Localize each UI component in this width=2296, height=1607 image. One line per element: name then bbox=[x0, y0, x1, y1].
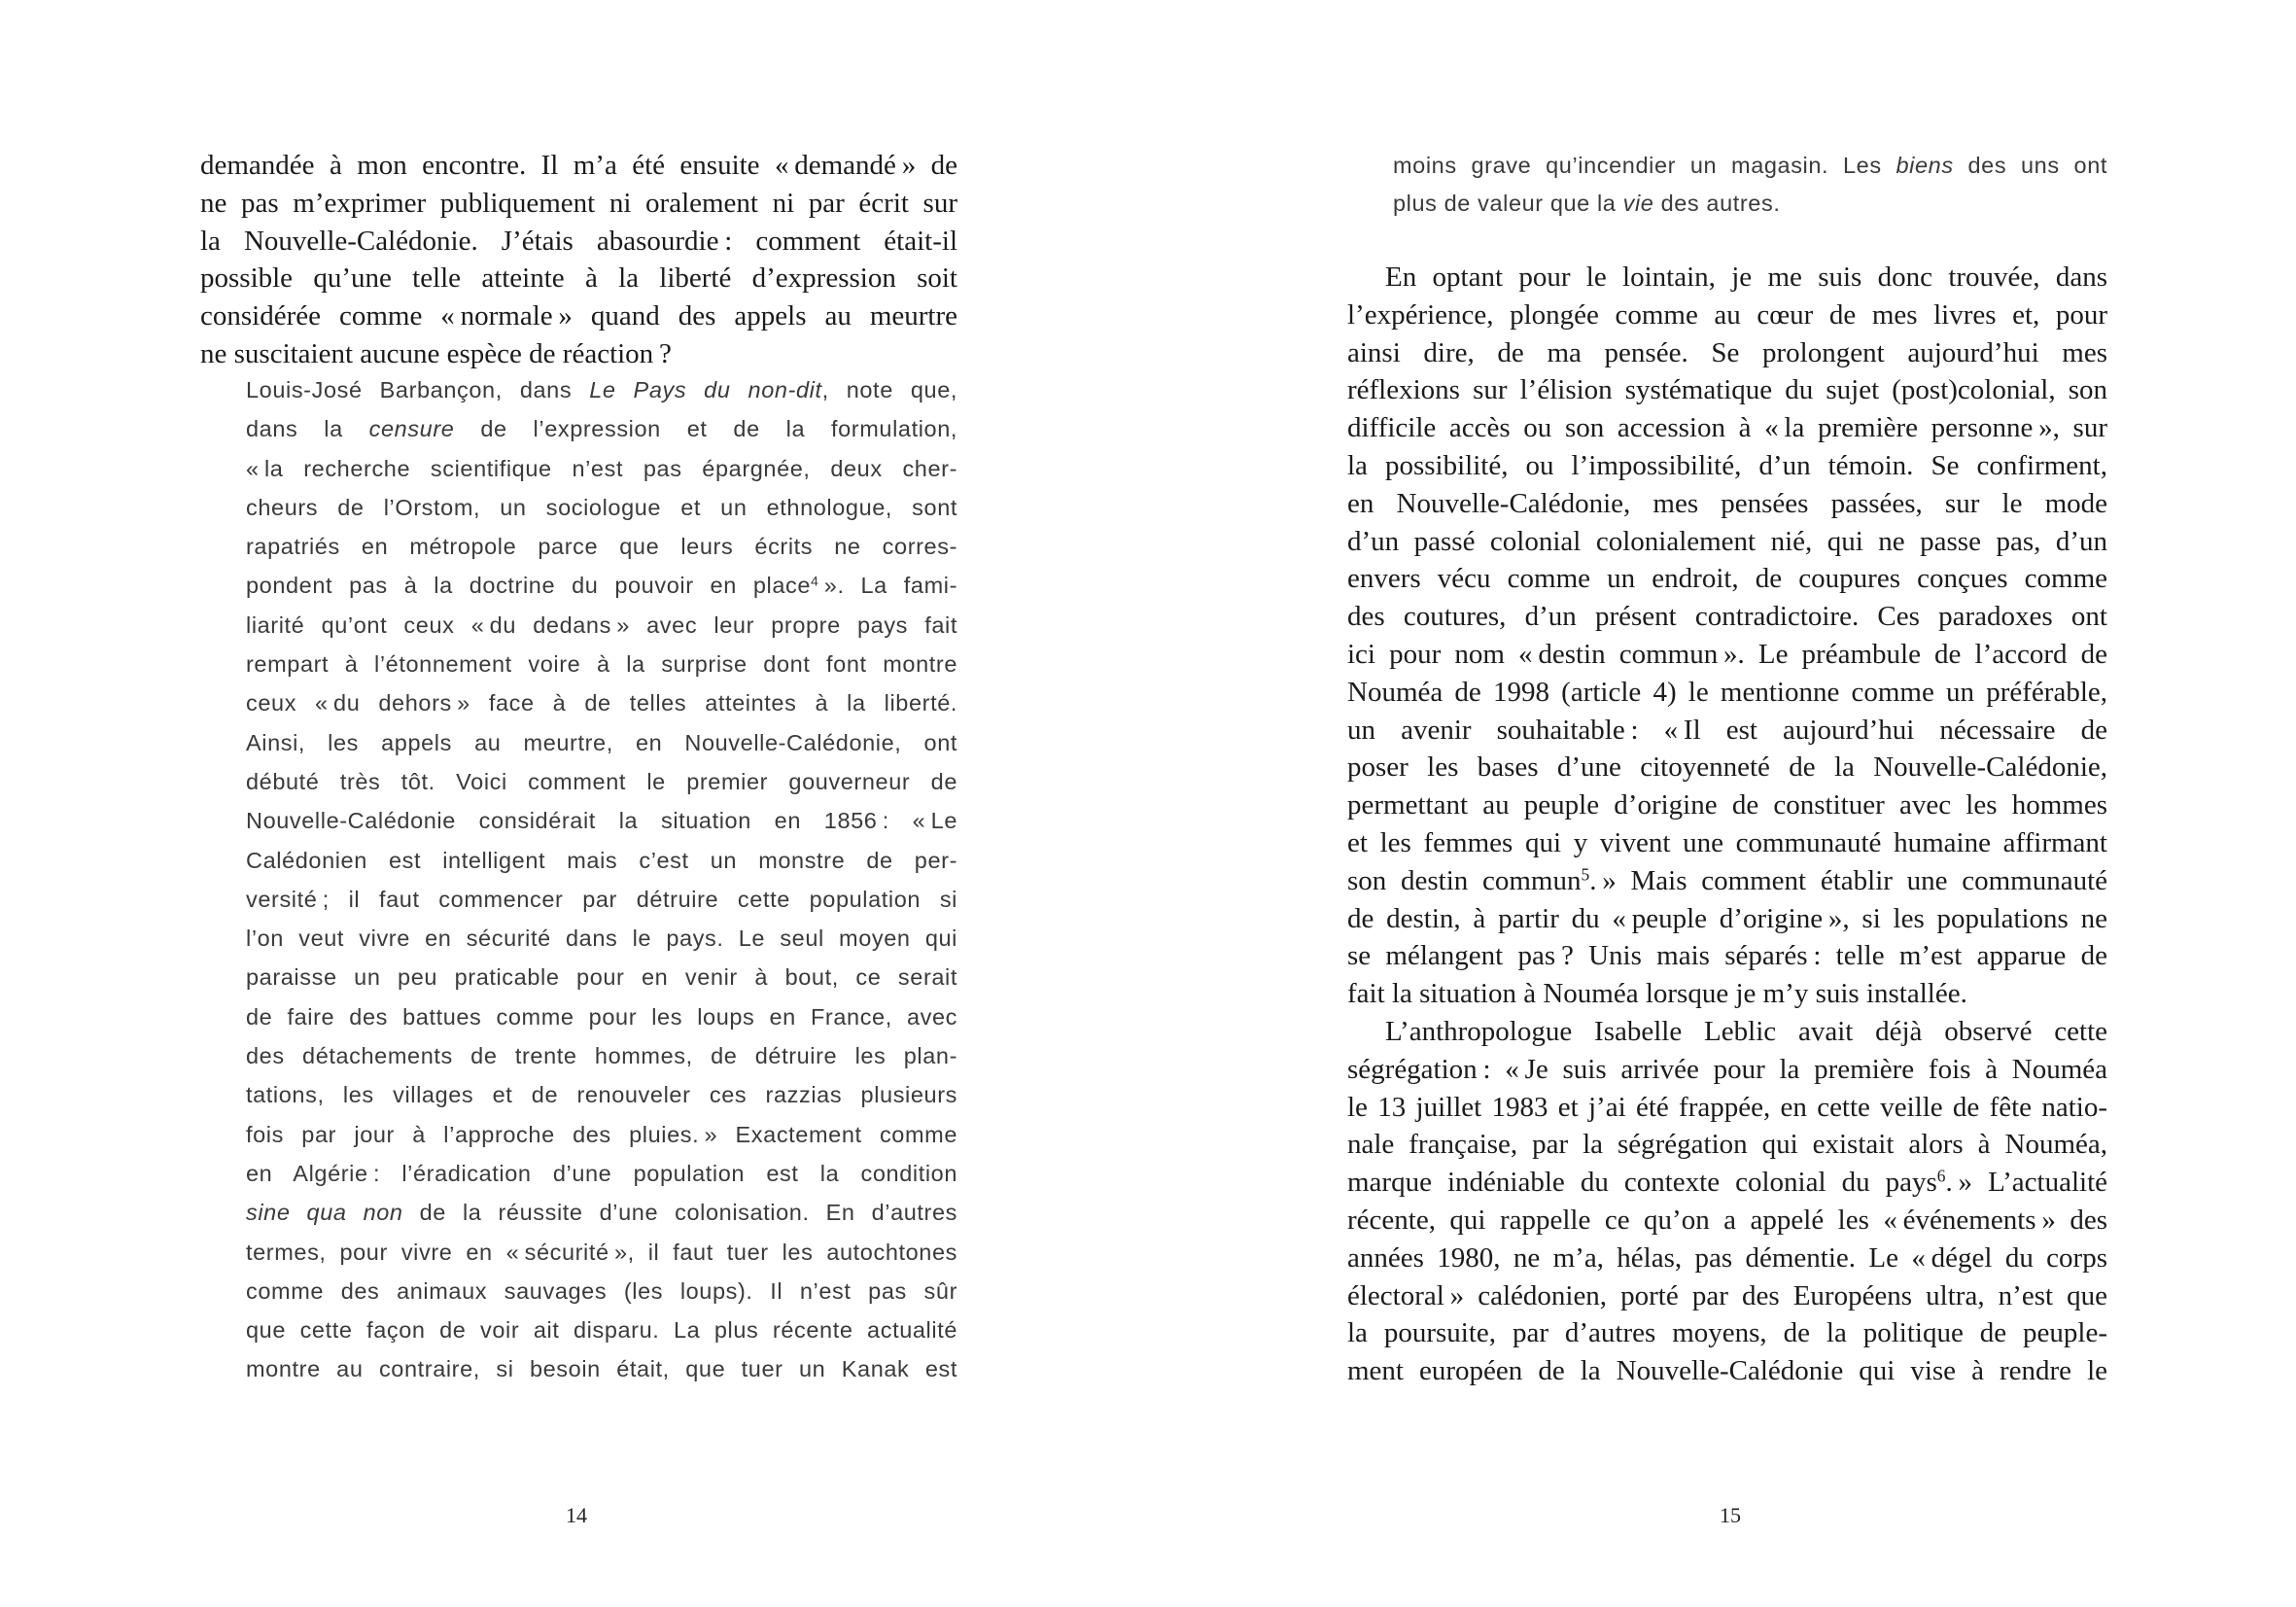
text-line bbox=[246, 997, 957, 1036]
text-line bbox=[246, 1233, 957, 1272]
text-segment: que cette façon de voir ait disparu. La plus récente actualité bbox=[246, 1317, 957, 1344]
line-content bbox=[1347, 1277, 2107, 1315]
text-line bbox=[246, 1272, 957, 1310]
line-content bbox=[1347, 862, 2107, 900]
text-line bbox=[1347, 485, 2107, 523]
text-line bbox=[246, 958, 957, 996]
text-segment: des coutures, d’un présent contradictoire. Ces paradoxes ont bbox=[1347, 601, 2107, 633]
text-line bbox=[1347, 786, 2107, 824]
line-content bbox=[246, 723, 957, 762]
line-content bbox=[1393, 147, 2107, 185]
line-content bbox=[246, 409, 957, 448]
text-line bbox=[246, 488, 957, 527]
text-segment: son destin commun bbox=[1347, 864, 1582, 896]
text-segment: envers vécu comme un endroit, de coupures conçues comme bbox=[1347, 563, 2107, 595]
right-page bbox=[1148, 0, 2296, 1607]
text-segment: pondent pas à la doctrine du pouvoir en place bbox=[246, 573, 812, 599]
line-content bbox=[246, 1154, 957, 1193]
line-content bbox=[200, 335, 672, 373]
text-segment: fait la situation à Nouméa lorsque je m’y suis installée. bbox=[1347, 978, 1967, 1010]
text-line bbox=[1347, 1240, 2107, 1277]
line-content bbox=[200, 223, 957, 261]
text-line bbox=[1347, 1089, 2107, 1127]
text-segment: l’expérience, plongée comme au cœur de mes livres et, pour bbox=[1347, 298, 2107, 331]
text-segment: fois par jour à l’approche des pluies. » Exactement comme bbox=[246, 1121, 957, 1147]
line-content bbox=[246, 449, 957, 488]
text-line bbox=[246, 723, 957, 762]
text-segment: rapatriés en métropole parce que leurs écrits ne corres- bbox=[246, 534, 957, 560]
text-segment: possible qu’une telle atteinte à la liberté d’expression soit bbox=[200, 262, 957, 295]
text-segment: dans la bbox=[246, 416, 369, 442]
text-line bbox=[246, 527, 957, 566]
text-segment: Nouméa de 1998 (article 4) le mentionne comme un préférable, bbox=[1347, 676, 2107, 708]
text-line bbox=[1347, 560, 2107, 598]
line-content bbox=[200, 147, 957, 185]
text-line bbox=[246, 370, 957, 409]
block-quote bbox=[246, 370, 957, 1389]
line-content bbox=[1347, 447, 2107, 485]
text-segment: de la réussite d’une colonisation. En d’autres bbox=[402, 1200, 957, 1226]
text-segment: difficile accès ou son accession à « la première personne », sur bbox=[1347, 412, 2107, 444]
text-line bbox=[1347, 1051, 2107, 1089]
text-segment: le 13 juillet 1983 et j’ai été frappée, en cette veille de fête natio- bbox=[1347, 1091, 2107, 1123]
text-segment: En optant pour le lointain, je me suis donc trouvée, dans bbox=[1385, 262, 2107, 293]
text-line bbox=[246, 606, 957, 645]
text-segment: des uns ont bbox=[1953, 153, 2107, 178]
text-segment: l’on veut vivre en sécurité dans le pays. Le seul moyen qui bbox=[246, 926, 957, 952]
text-segment: récente, qui rappelle ce qu’on a appelé les « événements » des bbox=[1347, 1204, 2107, 1236]
text-segment: L’anthropologue Isabelle Leblic avait déjà observé cette bbox=[1385, 1015, 2107, 1047]
text-segment: liarité qu’ont ceux « du dedans » avec leur propre pays fait bbox=[246, 611, 957, 638]
text-segment: , note que, bbox=[821, 377, 957, 402]
line-content bbox=[246, 566, 957, 605]
text-segment: Calédonien est intelligent mais c’est un monstre de per- bbox=[246, 847, 957, 873]
line-content bbox=[1347, 523, 2107, 561]
text-segment: la Nouvelle-Calédonie. J’étais abasourdie : comment était-il bbox=[200, 225, 957, 257]
line-content bbox=[1347, 1051, 2107, 1089]
text-line bbox=[246, 449, 957, 488]
line-content bbox=[200, 185, 957, 223]
text-line bbox=[1347, 371, 2107, 409]
text-line bbox=[1347, 334, 2107, 372]
line-content bbox=[246, 958, 957, 996]
italic-text: censure bbox=[368, 416, 455, 442]
text-line bbox=[1347, 259, 2107, 297]
text-line bbox=[1347, 712, 2107, 750]
text-segment: la poursuite, par d’autres moyens, de la politique de peuple- bbox=[1347, 1317, 2107, 1349]
body-text bbox=[1347, 259, 2107, 1390]
text-segment: Louis-José Barbançon, dans bbox=[246, 377, 590, 402]
text-segment: comme des animaux sauvages (les loups). Il n’est pas sûr bbox=[246, 1277, 957, 1304]
line-content bbox=[1347, 1240, 2107, 1277]
text-segment: . » L’actualité bbox=[1945, 1167, 2108, 1199]
line-content bbox=[246, 841, 957, 880]
line-content bbox=[1347, 975, 1967, 1013]
text-segment: réflexions sur l’élision systématique du sujet (post)colonial, son bbox=[1347, 374, 2107, 406]
text-segment: tations, les villages et de renouveler ces razzias plusieurs bbox=[246, 1082, 957, 1108]
line-content bbox=[1347, 937, 2107, 975]
text-segment: considérée comme « normale » quand des appels au meurtre bbox=[200, 300, 957, 332]
text-line bbox=[246, 566, 957, 605]
text-segment: ainsi dire, de ma pensée. Se prolongent aujourd’hui mes bbox=[1347, 336, 2107, 368]
line-content bbox=[1347, 371, 2107, 409]
text-segment: de faire des battues comme pour les loups en France, avec bbox=[246, 1003, 957, 1030]
text-segment: « la recherche scientifique n’est pas épargnée, deux cher- bbox=[246, 455, 957, 481]
text-line bbox=[1347, 975, 2107, 1013]
text-line bbox=[246, 1310, 957, 1349]
line-content bbox=[246, 370, 957, 409]
line-content bbox=[1385, 1013, 2107, 1051]
text-segment: ici pour nom « destin commun ». Le préambule de l’accord de bbox=[1347, 638, 2107, 670]
text-segment: ne pas m’exprimer publiquement ni oralement ni par écrit sur bbox=[200, 187, 957, 219]
text-segment: plus de valeur que la bbox=[1393, 190, 1623, 216]
line-content bbox=[1347, 1089, 2107, 1127]
text-segment: la possibilité, ou l’impossibilité, d’un témoin. Se confirment, bbox=[1347, 449, 2107, 481]
text-line bbox=[1347, 1277, 2107, 1315]
text-line bbox=[1347, 636, 2107, 674]
line-content bbox=[1347, 749, 2107, 786]
text-segment: se mélangent pas ? Unis mais séparés : telle m’est apparue de bbox=[1347, 940, 2107, 972]
line-content bbox=[246, 919, 957, 958]
page-number: 14 bbox=[566, 1503, 587, 1527]
text-line bbox=[200, 223, 957, 261]
line-content bbox=[1385, 259, 2107, 297]
line-content bbox=[200, 297, 957, 335]
text-line bbox=[246, 801, 957, 840]
line-content bbox=[246, 1193, 957, 1232]
line-content bbox=[1347, 824, 2107, 862]
line-content bbox=[1347, 560, 2107, 598]
text-line bbox=[1347, 1164, 2107, 1202]
text-segment: de destin, à partir du « peuple d’origine », si les populations ne bbox=[1347, 902, 2107, 934]
text-segment: Nouvelle-Calédonie considérait la situation en 1856 : « Le bbox=[246, 808, 957, 834]
text-line bbox=[1347, 674, 2107, 712]
line-content bbox=[1347, 674, 2107, 712]
text-segment: des détachements de trente hommes, de détruire les plan- bbox=[246, 1043, 957, 1069]
text-line bbox=[200, 147, 957, 185]
text-segment: ségrégation : « Je suis arrivée pour la première fois à Nouméa bbox=[1347, 1053, 2107, 1085]
line-content bbox=[246, 997, 957, 1036]
text-segment: années 1980, ne m’a, hélas, pas démentie. Le « dégel du corps bbox=[1347, 1241, 2107, 1274]
line-content bbox=[246, 527, 957, 566]
text-segment: débuté très tôt. Voici comment le premier gouverneur de bbox=[246, 768, 957, 794]
line-content bbox=[246, 880, 957, 919]
italic-text: sine qua non bbox=[246, 1200, 403, 1226]
text-line bbox=[200, 335, 957, 373]
text-segment: paraisse un peu praticable pour en venir à bout, ce serait bbox=[246, 964, 957, 991]
footnote-ref: 6 bbox=[1936, 1166, 1946, 1186]
text-line bbox=[200, 297, 957, 335]
text-line bbox=[1347, 1202, 2107, 1240]
line-content bbox=[246, 1272, 957, 1310]
italic-text: Le Pays du non-dit bbox=[589, 377, 822, 402]
text-line bbox=[1347, 749, 2107, 786]
body-text bbox=[200, 147, 957, 373]
text-line bbox=[1347, 297, 2107, 334]
text-segment: poser les bases d’une citoyenneté de la Nouvelle-Calédonie, bbox=[1347, 751, 2107, 784]
text-line bbox=[1347, 1314, 2107, 1352]
text-line bbox=[246, 841, 957, 880]
text-segment: rempart à l’étonnement voire à la surprise dont font montre bbox=[246, 651, 957, 678]
text-line bbox=[200, 185, 957, 223]
line-content bbox=[1347, 409, 2107, 447]
line-content bbox=[1347, 1164, 2107, 1202]
line-content bbox=[246, 1075, 957, 1114]
text-segment: un avenir souhaitable : « Il est aujourd’hui nécessaire de bbox=[1347, 714, 2107, 746]
line-content bbox=[246, 645, 957, 683]
text-segment: permettant au peuple d’origine de constituer avec les hommes bbox=[1347, 789, 2107, 821]
text-line bbox=[246, 919, 957, 958]
text-segment: termes, pour vivre en « sécurité », il faut tuer les autochtones bbox=[246, 1239, 957, 1265]
text-segment: électoral » calédonien, porté par des Européens ultra, n’est que bbox=[1347, 1279, 2107, 1311]
italic-text: vie bbox=[1622, 190, 1654, 216]
line-content bbox=[246, 1349, 957, 1388]
text-segment: cheurs de l’Orstom, un sociologue et un ethnologue, sont bbox=[246, 494, 957, 520]
text-line bbox=[246, 1036, 957, 1075]
text-line bbox=[1347, 1352, 2107, 1390]
text-line bbox=[246, 1349, 957, 1388]
line-content bbox=[1347, 786, 2107, 824]
text-line bbox=[1347, 523, 2107, 561]
line-content bbox=[1347, 1314, 2107, 1352]
block-quote bbox=[1393, 147, 2107, 222]
line-content bbox=[246, 488, 957, 527]
text-segment: Ainsi, les appels au meurtre, en Nouvelle-Calédonie, ont bbox=[246, 729, 957, 755]
text-line bbox=[1393, 185, 2107, 223]
text-line bbox=[1347, 598, 2107, 636]
line-content bbox=[246, 801, 957, 840]
line-content bbox=[1347, 598, 2107, 636]
text-segment: et les femmes qui y vivent une communauté humaine affirmant bbox=[1347, 826, 2107, 858]
text-line bbox=[246, 1193, 957, 1232]
text-segment: nale française, par la ségrégation qui existait alors à Nouméa, bbox=[1347, 1129, 2107, 1161]
text-line bbox=[1347, 937, 2107, 975]
text-line bbox=[1347, 862, 2107, 900]
text-segment: ». La fami- bbox=[818, 573, 957, 599]
line-content bbox=[246, 1115, 957, 1154]
line-content bbox=[200, 260, 957, 297]
line-content bbox=[1347, 1352, 2107, 1390]
text-line bbox=[246, 645, 957, 683]
text-line bbox=[1347, 1126, 2107, 1164]
line-content bbox=[246, 1036, 957, 1075]
text-segment: des autres. bbox=[1653, 190, 1781, 216]
text-segment: versité ; il faut commencer par détruire cette population si bbox=[246, 886, 957, 912]
page-number: 15 bbox=[1720, 1503, 1741, 1527]
text-line bbox=[200, 260, 957, 297]
text-segment: montre au contraire, si besoin était, que tuer un Kanak est bbox=[246, 1356, 957, 1382]
text-line bbox=[246, 1154, 957, 1193]
text-line bbox=[1347, 409, 2107, 447]
line-content bbox=[1347, 334, 2107, 372]
text-segment: d’un passé colonial colonialement nié, qui ne passe pas, d’un bbox=[1347, 525, 2107, 557]
line-content bbox=[246, 762, 957, 801]
text-segment: ne suscitaient aucune espèce de réaction ? bbox=[200, 337, 672, 369]
line-content bbox=[1347, 485, 2107, 523]
text-line bbox=[246, 683, 957, 722]
text-segment: moins grave qu’incendier un magasin. Les bbox=[1393, 153, 1896, 178]
text-segment: marque indéniable du contexte colonial du pays bbox=[1347, 1167, 1937, 1199]
text-line bbox=[246, 409, 957, 448]
text-line bbox=[246, 1115, 957, 1154]
text-segment: en Algérie : l’éradication d’une population est la condition bbox=[246, 1160, 957, 1186]
text-line bbox=[1393, 147, 2107, 185]
text-segment: de l’expression et de la formulation, bbox=[454, 416, 957, 442]
line-content bbox=[246, 606, 957, 645]
text-line bbox=[1347, 900, 2107, 938]
text-line bbox=[1347, 1013, 2107, 1051]
line-content bbox=[1347, 1126, 2107, 1164]
text-line bbox=[246, 880, 957, 919]
line-content bbox=[1347, 297, 2107, 334]
footnote-ref: 4 bbox=[811, 573, 819, 589]
text-line bbox=[1347, 824, 2107, 862]
text-segment: . » Mais comment établir une communauté bbox=[1589, 864, 2108, 896]
footnote-ref: 5 bbox=[1581, 864, 1590, 885]
line-content bbox=[1347, 1202, 2107, 1240]
text-line bbox=[1347, 447, 2107, 485]
line-content bbox=[1347, 712, 2107, 750]
text-segment: ment européen de la Nouvelle-Calédonie qui vise à rendre le bbox=[1347, 1355, 2107, 1387]
line-content bbox=[246, 1310, 957, 1349]
text-line bbox=[246, 1075, 957, 1114]
line-content bbox=[246, 1233, 957, 1272]
text-segment: ceux « du dehors » face à de telles atteintes à la liberté. bbox=[246, 690, 957, 716]
text-line bbox=[246, 762, 957, 801]
line-content bbox=[246, 683, 957, 722]
text-segment: en Nouvelle-Calédonie, mes pensées passées, sur le mode bbox=[1347, 487, 2107, 519]
line-content bbox=[1393, 185, 1780, 223]
text-segment: demandée à mon encontre. Il m’a été ensuite « demandé » de bbox=[200, 150, 957, 181]
italic-text: biens bbox=[1896, 153, 1954, 178]
line-content bbox=[1347, 900, 2107, 938]
line-content bbox=[1347, 636, 2107, 674]
